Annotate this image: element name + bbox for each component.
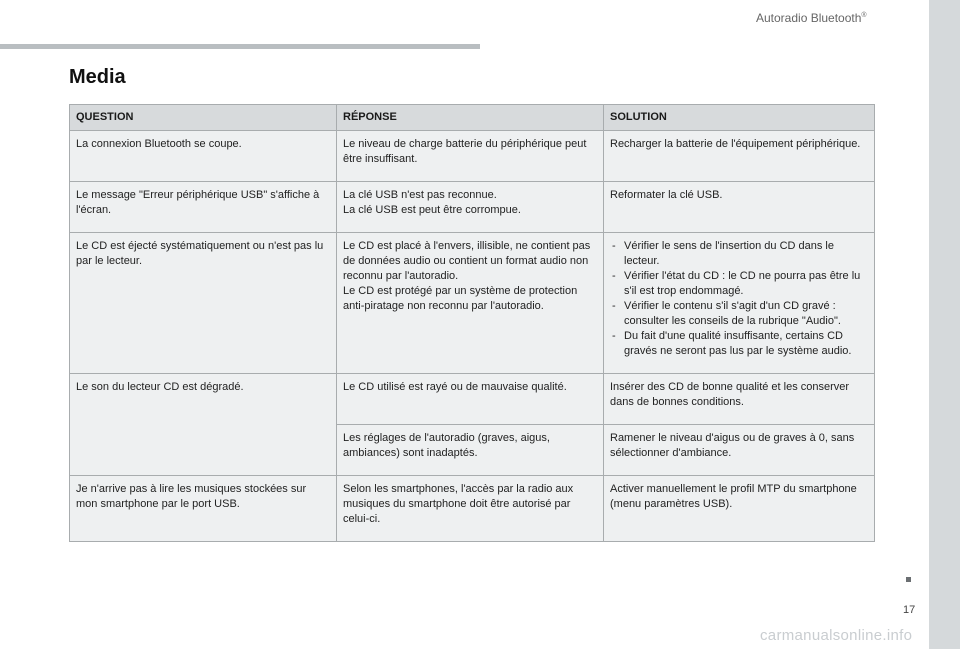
- solution-cell: [604, 182, 875, 233]
- table-row: [70, 476, 875, 542]
- page-number: 17: [903, 604, 916, 616]
- list-item: - Vérifier le sens de l'insertion du CD dans le lecteur.: [610, 239, 867, 269]
- cell-text: Je n'arrive pas à lire les musiques stockées sur mon smartphone par le port USB.: [76, 483, 307, 510]
- column-header-solution: SOLUTION: [604, 105, 875, 131]
- answer-cell: [337, 476, 604, 542]
- cell-text: La clé USB est peut être corrompue.: [343, 204, 521, 216]
- section-header: [756, 11, 867, 25]
- answer-cell: [337, 233, 604, 374]
- answer-cell: [337, 182, 604, 233]
- question-cell: [70, 374, 337, 476]
- cell-text: Le CD est placé à l'envers, illisible, ne contient pas de données audio ou contient un format audio non reconnu par l'autoradio.: [343, 240, 591, 282]
- table-row: [70, 182, 875, 233]
- solution-cell: [604, 374, 875, 425]
- table-header-row: [70, 105, 875, 131]
- cell-text: Le niveau de charge batterie du périphérique peut être insuffisant.: [343, 138, 587, 165]
- table-row: [70, 374, 875, 425]
- cell-text: La clé USB n'est pas reconnue.: [343, 189, 497, 201]
- question-cell: [70, 476, 337, 542]
- column-header-question: QUESTION: [70, 105, 337, 131]
- header-rule: [0, 44, 480, 49]
- watermark-text: carmanualsonline.info: [760, 627, 913, 644]
- list-item: - Vérifier l'état du CD : le CD ne pourra pas être lu s'il est trop endommagé.: [610, 269, 867, 299]
- cell-text: Les réglages de l'autoradio (graves, aigus, ambiances) sont inadaptés.: [343, 432, 550, 459]
- solution-steps-list: [610, 239, 867, 359]
- solution-cell: [604, 425, 875, 476]
- cell-text: Reformater la clé USB.: [610, 189, 723, 201]
- answer-cell: [337, 131, 604, 182]
- cell-text: Ramener le niveau d'aigus ou de graves à 0, sans sélectionner d'ambiance.: [610, 432, 855, 459]
- registered-mark: ®: [861, 12, 867, 19]
- solution-cell: [604, 233, 875, 374]
- cell-text: Le message "Erreur périphérique USB" s'affiche à l'écran.: [76, 189, 320, 216]
- cell-text: Le CD utilisé est rayé ou de mauvaise qualité.: [343, 381, 567, 393]
- cell-text: La connexion Bluetooth se coupe.: [76, 138, 242, 150]
- table-row: [70, 131, 875, 182]
- solution-cell: [604, 476, 875, 542]
- cell-text: Le CD est éjecté systématiquement ou n'est pas lu par le lecteur.: [76, 240, 324, 267]
- cell-text: Activer manuellement le profil MTP du smartphone (menu paramètres USB).: [610, 483, 857, 510]
- cell-text: Insérer des CD de bonne qualité et les conserver dans de bonnes conditions.: [610, 381, 850, 408]
- solution-cell: [604, 131, 875, 182]
- answer-cell: [337, 374, 604, 425]
- table-row: [70, 233, 875, 374]
- question-cell: [70, 182, 337, 233]
- column-header-answer: RÉPONSE: [337, 105, 604, 131]
- list-item: - Vérifier le contenu s'il s'agit d'un CD gravé : consulter les conseils de la rubrique "Audio".: [610, 299, 867, 329]
- cell-text: Le son du lecteur CD est dégradé.: [76, 381, 244, 393]
- faq-table: [69, 104, 875, 542]
- question-cell: [70, 233, 337, 374]
- cell-text: Recharger la batterie de l'équipement périphérique.: [610, 138, 861, 150]
- cell-text: Le CD est protégé par un système de protection anti-piratage non reconnu par l'autoradio.: [343, 285, 578, 312]
- answer-cell: [337, 425, 604, 476]
- page-edge-strip: [929, 0, 960, 649]
- page-title: Media: [69, 66, 126, 88]
- list-item: - Du fait d'une qualité insuffisante, certains CD gravés ne seront pas lus par le système audio.: [610, 329, 867, 359]
- page-marker-square: [906, 577, 911, 582]
- section-header-text: Autoradio Bluetooth: [756, 11, 862, 25]
- question-cell: [70, 131, 337, 182]
- cell-text: Selon les smartphones, l'accès par la radio aux musiques du smartphone doit être autorisé par celui-ci.: [343, 483, 574, 525]
